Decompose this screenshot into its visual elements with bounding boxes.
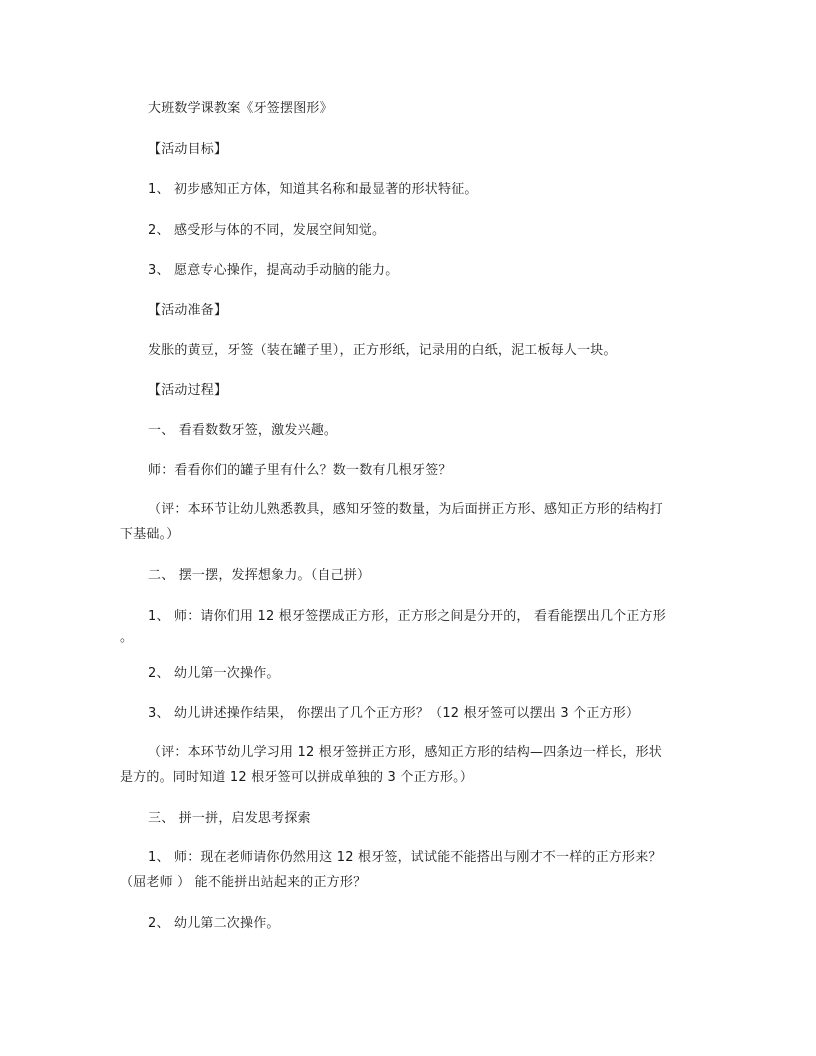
step2-item-3: 3、 幼儿讲述操作结果， 你摆出了几个正方形？（12 根牙签可以摆出 3 个正方形） <box>148 706 640 721</box>
step3-item-1-line-1: 1、 师：现在老师请你仍然用这 12 根牙签，试试能不能搭出与刚才不一样的正方形来？ <box>148 850 662 865</box>
step1-comment-line-2: 下基础。） <box>120 527 180 542</box>
step1-title: 一、 看看数数牙签，激发兴趣。 <box>148 423 338 438</box>
prep-text: 发胀的黄豆，牙签（装在罐子里），正方形纸，记录用的白纸，泥工板每人一块。 <box>148 343 617 358</box>
step3-item-2: 2、 幼儿第二次操作。 <box>148 916 280 931</box>
goal-item-3: 3、 愿意专心操作，提高动手动脑的能力。 <box>148 263 399 278</box>
goal-item-2: 2、 感受形与体的不同，发展空间知觉。 <box>148 223 386 238</box>
step1-comment-line-1: （评：本环节让幼儿熟悉教具，感知牙签的数量，为后面拼正方形、感知正方形的结构打 <box>148 502 663 517</box>
step3-title: 三、 拼一拼，启发思考探索 <box>148 811 311 826</box>
section-heading-process: 【活动过程】 <box>148 383 228 398</box>
document-title: 大班数学课教案《牙签摆图形》 <box>148 101 333 116</box>
step3-item-1-line-2: （屈老师 ） 能不能拼出站起来的正方形？ <box>120 875 367 890</box>
step1-teacher-line: 师：看看你们的罐子里有什么？数一数有几根牙签？ <box>148 463 452 478</box>
step2-item-1-line-2: 。 <box>120 630 134 645</box>
step2-comment-line-1: （评：本环节幼儿学习用 12 根牙签拼正方形，感知正方形的结构—四条边一样长，形状 <box>148 745 663 760</box>
step2-title: 二、 摆一摆，发挥想象力。（自己拼） <box>148 568 371 583</box>
section-heading-goals: 【活动目标】 <box>148 142 228 157</box>
goal-item-1: 1、 初步感知正方体，知道其名称和最显著的形状特征。 <box>148 182 478 197</box>
step2-item-1-line-1: 1、 师：请你们用 12 根牙签摆成正方形，正方形之间是分开的， 看看能摆出几个正方形 <box>148 609 666 624</box>
step2-item-2: 2、 幼儿第一次操作。 <box>148 666 280 681</box>
step2-comment-line-2: 是方的。同时知道 12 根牙签可以拼成单独的 3 个正方形。） <box>120 770 474 785</box>
section-heading-prep: 【活动准备】 <box>148 303 228 318</box>
